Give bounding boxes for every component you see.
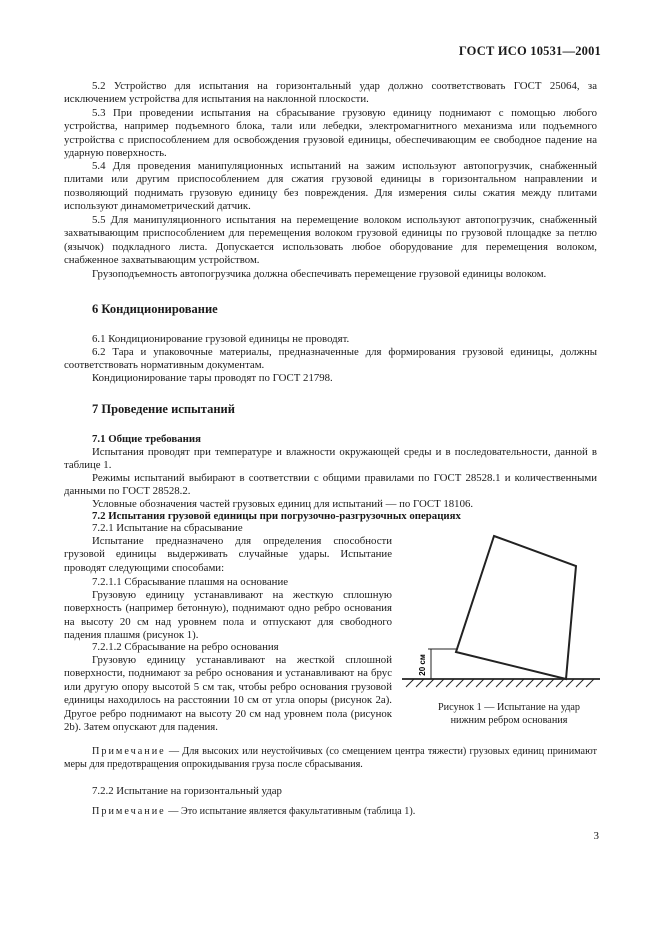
page-number: 3 — [593, 830, 599, 842]
paragraph-5-5: 5.5 Для манипуляционного испытания на перемещение волоком используют автопогрузчик, снабженный захватывающим приспособлением для перемещения волоком грузовой единицы по грузовой площадке за петлю (язычок) подкладного листа. Допускается использовать любое оборудование для перемещения волоком, снабженное захватывающим устройством. — [64, 214, 597, 267]
note-2-text: — Это испытание является факультативным (таблица 1). — [165, 806, 416, 817]
section-6-title: 6 Кондиционирование — [92, 302, 218, 316]
paragraph-7-2-1-2-a: Грузовую единицу устанавливают на жесткой сплошной поверхности, поднимают за ребро основания и устанавливают на брус или другую опору высотой 5 см так, чтобы ребро основания грузовой единицы находилось на расстоянии 10 см от угла опоры (рисунок 2a). Другое ребро поднимают на высоту 20 см над уровнем пола (рисунок 2b). Затем опускают для падения. — [64, 654, 392, 734]
paragraph-7-2-1-1-a: Грузовую единицу устанавливают на жесткую сплошную поверхность (например бетонную), поднимают одно ребро основания на высоту 20 см над уровнем пола и отпускают для свободного падения плашмя (рисунок 1). — [64, 589, 392, 642]
paragraph-6-2-tare: Кондиционирование тары проводят по ГОСТ 21798. — [92, 372, 333, 384]
paragraph-6-1: 6.1 Кондиционирование грузовой единицы не проводят. — [92, 333, 350, 345]
paragraph-5-4: 5.4 Для проведения манипуляционных испытаний на зажим используют автопогрузчик, снабженный плитами или другим приспособлением для сжатия грузовой единицы в горизонтальном направлении и позволяющий поднимать грузовую единицу без повреждения. Для измерения силы сжатия между плитами используют динамометрический датчик. — [64, 160, 597, 213]
floor-hatching — [406, 679, 594, 687]
section-7-title: 7 Проведение испытаний — [92, 402, 235, 416]
paragraph-7-1-a: Испытания проводят при температуре и влажности окружающей среды и в последовательности, данной в таблице 1. — [64, 446, 597, 472]
figure-1-drop-test — [400, 532, 600, 712]
paragraph-5-2: 5.2 Устройство для испытания на горизонтальный удар должно соответствовать ГОСТ 25064, за исключением устройства для испытания на наклонной плоскости. — [64, 80, 597, 106]
note-2 — [64, 805, 597, 818]
paragraph-7-1-c: Условные обозначения частей грузовых единиц для испытаний — по ГОСТ 18106. — [92, 498, 474, 510]
figure-1-caption: Рисунок 1 — Испытание на удар нижним ребром основания — [437, 702, 581, 726]
section-7-2-title: 7.2 Испытания грузовой единицы при погрузочно-разгрузочных операциях — [92, 510, 461, 522]
note-1-label: Примечание — [92, 746, 166, 757]
cargo-unit-box — [456, 536, 576, 679]
paragraph-7-2-1: 7.2.1 Испытание на сбрасывание — [92, 522, 243, 534]
note-1 — [64, 745, 597, 771]
document-header: ГОСТ ИСО 10531—2001 — [458, 44, 601, 58]
paragraph-7-2-1-2: 7.2.1.2 Сбрасывание на ребро основания — [92, 641, 279, 653]
note-2-label: Примечание — [92, 806, 166, 817]
paragraph-7-2-1-1: 7.2.1.1 Сбрасывание плашмя на основание — [92, 576, 289, 588]
note-1-text: — Для высоких или неустойчивых (со смещением центра тяжести) грузовых единиц принимают меры для предотвращения опрокидывания груза после сбрасывания. — [64, 746, 597, 770]
paragraph-5-5-capacity: Грузоподъемность автопогрузчика должна обеспечивать перемещение грузовой единицы волоком. — [92, 268, 547, 280]
paragraph-6-2: 6.2 Тара и упаковочные материалы, предназначенные для формирования грузовой единицы, должны соответствовать нормативным документам. — [64, 346, 597, 372]
paragraph-7-1-b: Режимы испытаний выбирают в соответствии с общими правилами по ГОСТ 28528.1 и количественными данными по ГОСТ 28528.2. — [64, 472, 597, 498]
paragraph-5-3: 5.3 При проведении испытания на сбрасывание грузовую единицу поднимают с помощью любого устройства, например подъемного блока, тали или лебедки, электромагнитного механизма или подъемного устройства с приспособлением для освобождения грузовой единицы, обеспечивающим ее свободное падение на ударную поверхность. — [64, 107, 597, 160]
paragraph-7-2-2: 7.2.2 Испытание на горизонтальный удар — [92, 785, 282, 797]
dimension-label: 20 см — [418, 654, 427, 676]
paragraph-7-2-1-a: Испытание предназначено для определения способности грузовой единицы выдерживать случайные удары. Испытание проводят следующими способами: — [64, 535, 392, 574]
section-7-1-title: 7.1 Общие требования — [92, 433, 201, 445]
